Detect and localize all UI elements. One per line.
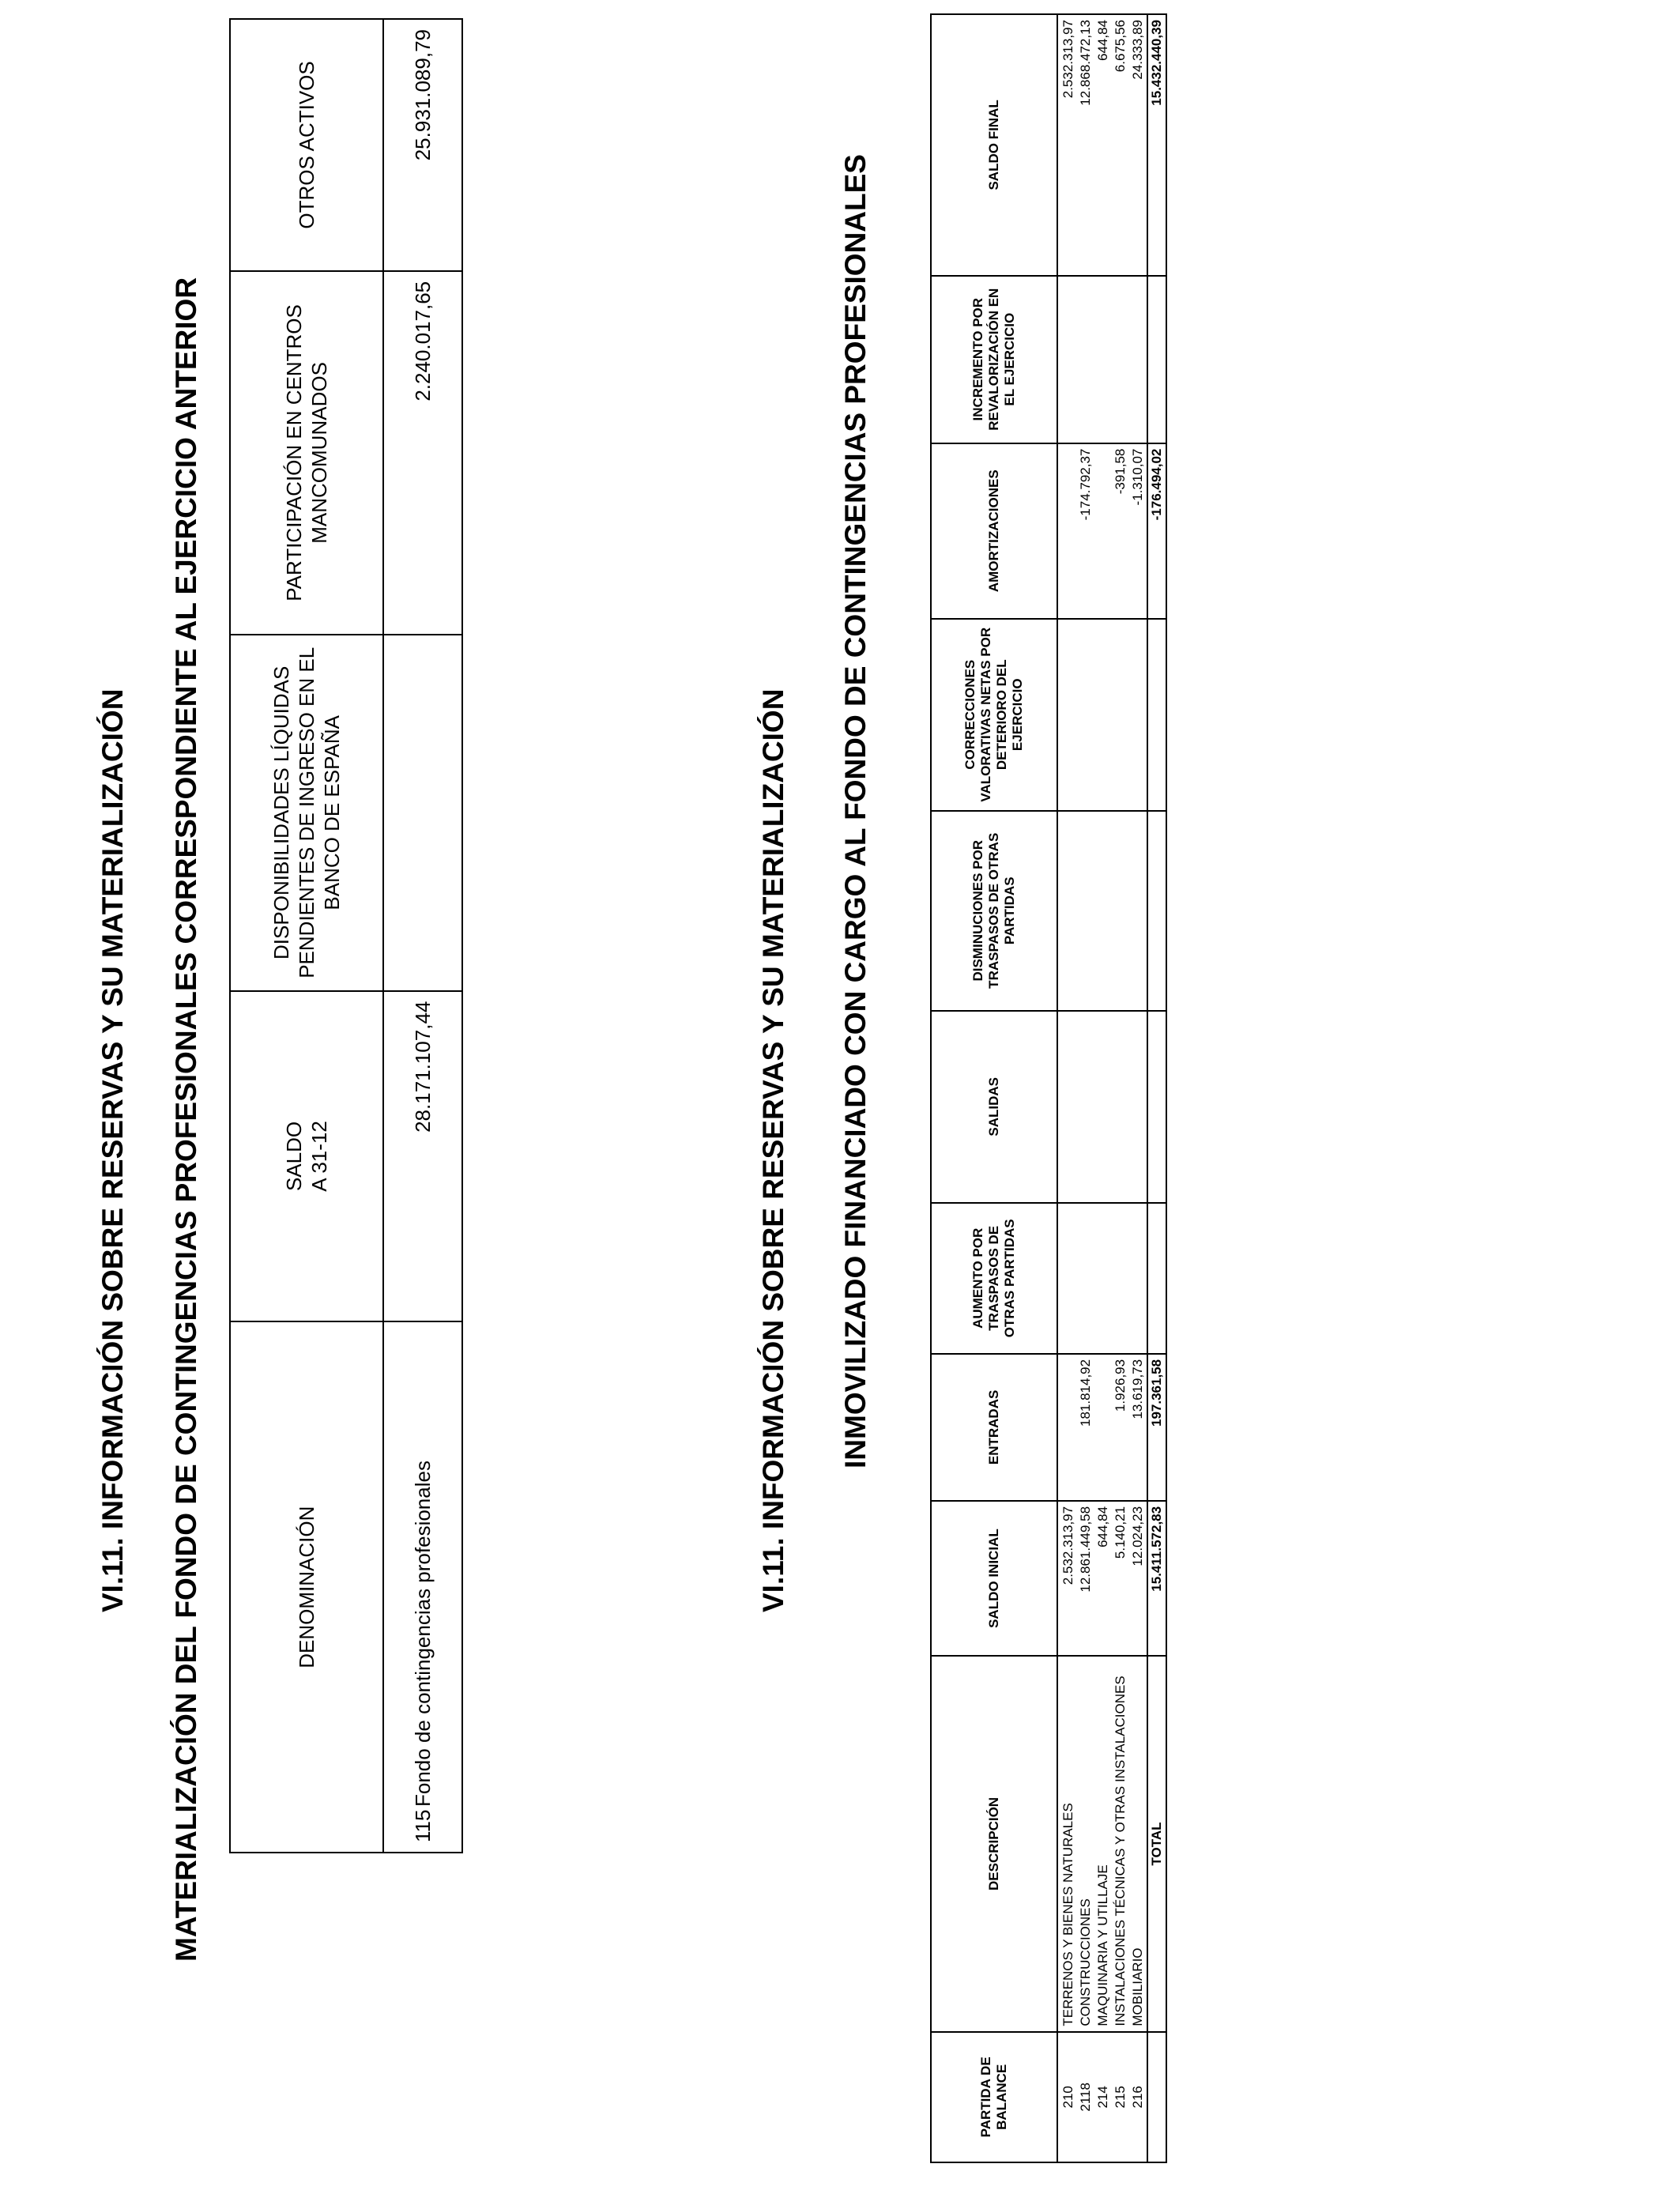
row-disponibilidades: [383, 635, 462, 991]
cell-descripcion: INSTALACIONES TÉCNICAS Y OTRAS INSTALACIONES: [1112, 1656, 1129, 2031]
header-aumento: AUMENTO POR TRASPASOS DE OTRAS PARTIDAS: [931, 1203, 1057, 1354]
cell-disminuciones: [1077, 811, 1094, 1011]
header-saldo-line1: SALDO: [282, 1121, 306, 1192]
cell-salidas: [1077, 1011, 1094, 1203]
cell-entradas: [1094, 1354, 1112, 1501]
cell-aumento: [1129, 1203, 1147, 1354]
cell-partida: 215: [1112, 2032, 1129, 2162]
cell-partida: 210: [1057, 2032, 1077, 2162]
cell-correcciones: [1094, 619, 1112, 811]
cell-entradas: 1.926,93: [1112, 1354, 1129, 1501]
cell-saldo-inicial: 12.861.449,58: [1077, 1501, 1094, 1656]
cell-saldo-final: 6.675,56: [1112, 14, 1129, 276]
header-descripcion: DESCRIPCIÓN: [931, 1656, 1057, 2031]
cell-disminuciones: [1129, 811, 1147, 1011]
total-correcciones: [1147, 619, 1166, 811]
cell-correcciones: [1112, 619, 1129, 811]
cell-saldo-inicial: 5.140,21: [1112, 1501, 1129, 1656]
table1-title: MATERIALIZACIÓN DEL FONDO DE CONTINGENCIAS PROFESIONALES CORRESPONDIENTE AL EJERCICIO ANTERIOR: [170, 277, 202, 1962]
cell-amortizaciones: -174.792,37: [1077, 443, 1094, 619]
cell-amortizaciones: [1094, 443, 1112, 619]
total-saldo-final: 15.432.440,39: [1147, 14, 1166, 276]
header-entradas: ENTRADAS: [931, 1354, 1057, 1501]
cell-aumento: [1094, 1203, 1112, 1354]
section-heading: VI.11. INFORMACIÓN SOBRE RESERVAS Y SU MATERIALIZACIÓN: [96, 688, 129, 1612]
header-partida: PARTIDA DE BALANCE: [931, 2032, 1057, 2162]
cell-descripcion: CONSTRUCCIONES: [1077, 1656, 1094, 2031]
header-saldo-line2: A 31-12: [307, 1121, 331, 1192]
total-saldo-inicial: 15.411.572,83: [1147, 1501, 1166, 1656]
total-disminuciones: [1147, 811, 1166, 1011]
total-incremento: [1147, 276, 1166, 443]
cell-entradas: 181.814,92: [1077, 1354, 1094, 1501]
cell-saldo-inicial: 12.024,23: [1129, 1501, 1147, 1656]
header-participacion: PARTICIPACIÓN EN CENTROS MANCOMUNADOS: [230, 271, 383, 635]
cell-salidas: [1129, 1011, 1147, 1203]
cell-salidas: [1094, 1011, 1112, 1203]
cell-descripcion: TERRENOS Y BIENES NATURALES: [1057, 1656, 1077, 2031]
table-row: [1077, 14, 1094, 2162]
cell-correcciones: [1057, 619, 1077, 811]
total-aumento: [1147, 1203, 1166, 1354]
header-disponibilidades: DISPONIBILIDADES LÍQUIDAS PENDIENTES DE INGRESO EN EL BANCO DE ESPAÑA: [230, 635, 383, 991]
denominacion-cell: [383, 1321, 462, 1853]
row-otros: 25.931.089,79: [383, 19, 462, 271]
total-salidas: [1147, 1011, 1166, 1203]
row-participacion: 2.240.017,65: [383, 271, 462, 635]
cell-partida: [1147, 2032, 1166, 2162]
cell-disminuciones: [1094, 811, 1112, 1011]
header-incremento: INCREMENTO POR REVALORIZACIÓN EN EL EJERCICIO: [931, 276, 1057, 443]
inmovilizado-table: [930, 13, 1167, 2163]
cell-incremento: [1057, 276, 1077, 443]
header-saldo-inicial: SALDO INICIAL: [931, 1501, 1057, 1656]
row-code: 115: [410, 1809, 435, 1842]
cell-descripcion: MAQUINARIA Y UTILLAJE: [1094, 1656, 1112, 2031]
total-row: [1147, 14, 1166, 2162]
cell-partida: 216: [1129, 2032, 1147, 2162]
cell-correcciones: [1077, 619, 1094, 811]
cell-disminuciones: [1112, 811, 1129, 1011]
header-otros-activos: OTROS ACTIVOS: [230, 19, 383, 271]
table-row: [1112, 14, 1129, 2162]
materializacion-table: [229, 18, 463, 1853]
cell-amortizaciones: -391,58: [1112, 443, 1129, 619]
total-entradas: 197.361,58: [1147, 1354, 1166, 1501]
header-salidas: SALIDAS: [931, 1011, 1057, 1203]
table-row: [383, 19, 462, 1853]
total-amortizaciones: -176.494,02: [1147, 443, 1166, 619]
cell-saldo-final: 644,84: [1094, 14, 1112, 276]
table-row: [1057, 14, 1077, 2162]
cell-incremento: [1129, 276, 1147, 443]
row-denominacion: Fondo de contingencias profesionales: [410, 1461, 435, 1807]
cell-saldo-inicial: 644,84: [1094, 1501, 1112, 1656]
cell-incremento: [1112, 276, 1129, 443]
cell-incremento: [1077, 276, 1094, 443]
cell-salidas: [1112, 1011, 1129, 1203]
cell-salidas: [1057, 1011, 1077, 1203]
cell-saldo-final: 24.333,89: [1129, 14, 1147, 276]
header-saldo: [230, 991, 383, 1322]
cell-aumento: [1077, 1203, 1094, 1354]
cell-saldo-final: 2.532.313,97: [1057, 14, 1077, 276]
header-disminuciones: DISMINUCIONES POR TRASPASOS DE OTRAS PARTIDAS: [931, 811, 1057, 1011]
cell-saldo-final: 12.868.472,13: [1077, 14, 1094, 276]
header-denominacion: DENOMINACIÓN: [230, 1321, 383, 1853]
header-saldo-final: SALDO FINAL: [931, 14, 1057, 276]
cell-amortizaciones: -1.310,07: [1129, 443, 1147, 619]
cell-partida: 214: [1094, 2032, 1112, 2162]
cell-aumento: [1112, 1203, 1129, 1354]
section-heading-2: VI.11. INFORMACIÓN SOBRE RESERVAS Y SU MATERIALIZACIÓN: [757, 688, 789, 1612]
cell-partida: 2118: [1077, 2032, 1094, 2162]
cell-saldo-inicial: 2.532.313,97: [1057, 1501, 1077, 1656]
table2-title: INMOVILIZADO FINANCIADO CON CARGO AL FONDO DE CONTINGENCIAS PROFESIONALES: [839, 154, 872, 1468]
header-amortizaciones: AMORTIZACIONES: [931, 443, 1057, 619]
cell-aumento: [1057, 1203, 1077, 1354]
cell-entradas: 13.619,73: [1129, 1354, 1147, 1501]
cell-entradas: [1057, 1354, 1077, 1501]
row-saldo: 28.171.107,44: [383, 991, 462, 1322]
cell-correcciones: [1129, 619, 1147, 811]
cell-descripcion: MOBILIARIO: [1129, 1656, 1147, 2031]
cell-disminuciones: [1057, 811, 1077, 1011]
header-correcciones: CORRECCIONES VALORATIVAS NETAS POR DETERIORO DEL EJERCICIO: [931, 619, 1057, 811]
cell-amortizaciones: [1057, 443, 1077, 619]
cell-incremento: [1094, 276, 1112, 443]
table-row: [1094, 14, 1112, 2162]
table-row: [1129, 14, 1147, 2162]
total-label: TOTAL: [1147, 1656, 1166, 2031]
